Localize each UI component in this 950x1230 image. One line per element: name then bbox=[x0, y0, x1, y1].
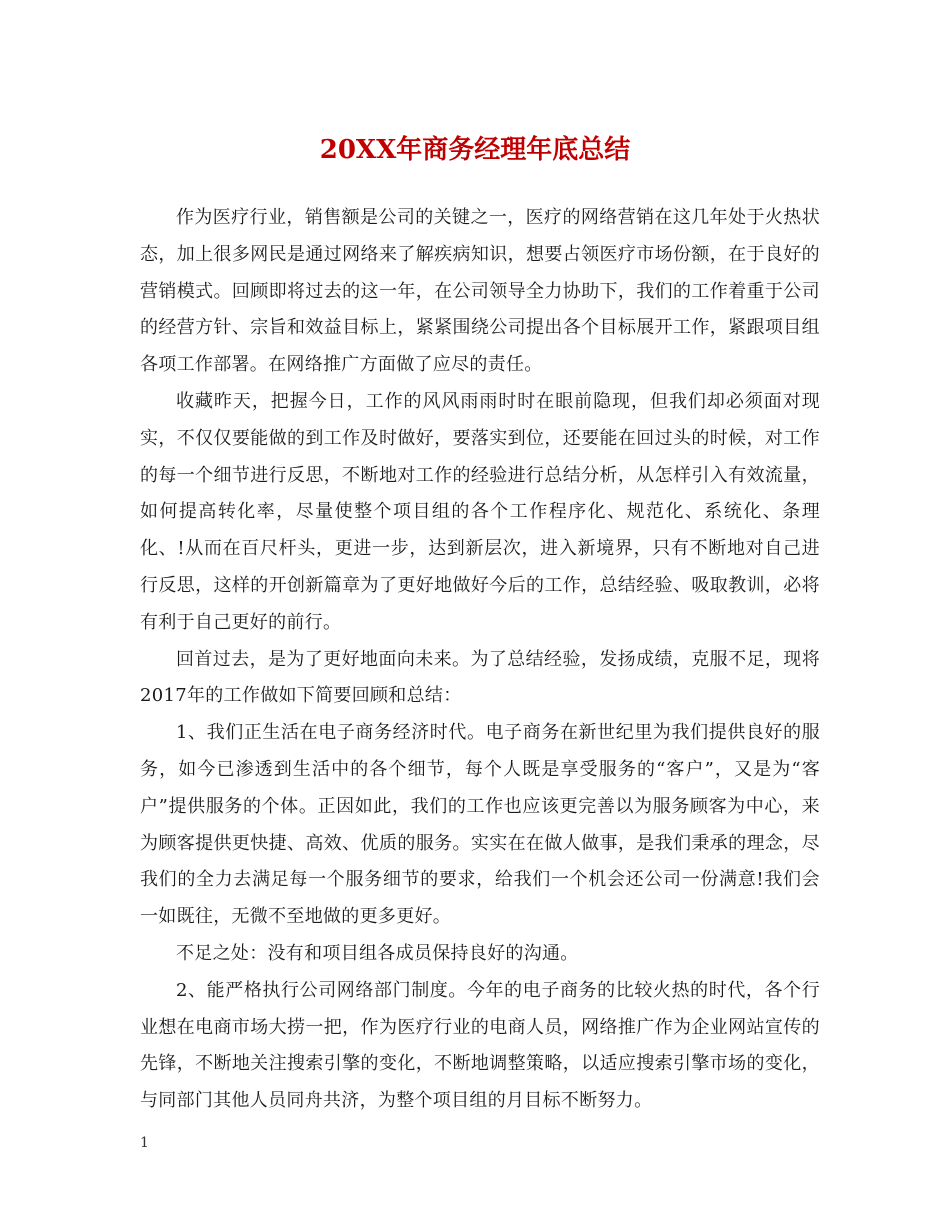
paragraph-shortcoming: 不足之处：没有和项目组各成员保持良好的沟通。 bbox=[176, 942, 579, 964]
paragraph-review-lead: 回首过去，是为了更好地面向未来。为了总结经验，发扬成绩，克服不足，现将2017年的工作做如下简要回顾和总结： bbox=[140, 648, 820, 707]
page-number: 1 bbox=[140, 1135, 149, 1151]
document-title: 20XX年商务经理年底总结 bbox=[319, 135, 631, 165]
paragraph-point-2: 2、能严格执行公司网络部门制度。今年的电子商务的比较火热的时代，各个行业想在电商市场大捞一把，作为医疗行业的电商人员，网络推广作为企业网站宣传的先锋，不断地关注搜索引擎的变化，不断地调整策略，以适应搜索引擎市场的变化，与同部门其他人员同舟共济，为整个项目组的月目标不断努力。 bbox=[140, 979, 820, 1112]
paragraph-reflection: 收藏昨天，把握今日，工作的风风雨雨时时在眼前隐现，但我们却必须面对现实，不仅仅要能做的到工作及时做好，要落实到位，还要能在回过头的时候，对工作的每一个细节进行反思，不断地对工作的经验进行总结分析，从怎样引入有效流量，如何提高转化率，尽量使整个项目组的各个工作程序化、规范化、系统化、条理化、!从而在百尺杆头，更进一步，达到新层次，进入新境界，只有不断地对自己进行反思，这样的开创新篇章为了更好地做好今后的工作，总结经验、吸取教训，必将有利于自己更好的前行。 bbox=[140, 390, 820, 633]
paragraph-point-1: 1、我们正生活在电子商务经济时代。电子商务在新世纪里为我们提供良好的服务，如今已渗透到生活中的各个细节，每个人既是享受服务的“客户”，又是为“客户”提供服务的个体。正因如此，我们的工作也应该更完善以为服务顾客为中心，来为顾客提供更快捷、高效、优质的服务。实实在在做人做事，是我们秉承的理念，尽我们的全力去满足每一个服务细节的要求，给我们一个机会还公司一份满意!我们会一如既往，无微不至地做的更多更好。 bbox=[140, 722, 820, 928]
paragraph-intro: 作为医疗行业，销售额是公司的关键之一，医疗的网络营销在这几年处于火热状态，加上很多网民是通过网络来了解疾病知识，想要占领医疗市场份额，在于良好的营销模式。回顾即将过去的这一年，在公司领导全力协助下，我们的工作着重于公司的经营方针、宗旨和效益目标上，紧紧围绕公司提出各个目标展开工作，紧跟项目组各项工作部署。在网络推广方面做了应尽的责任。 bbox=[140, 207, 820, 376]
document-body bbox=[140, 200, 820, 1120]
